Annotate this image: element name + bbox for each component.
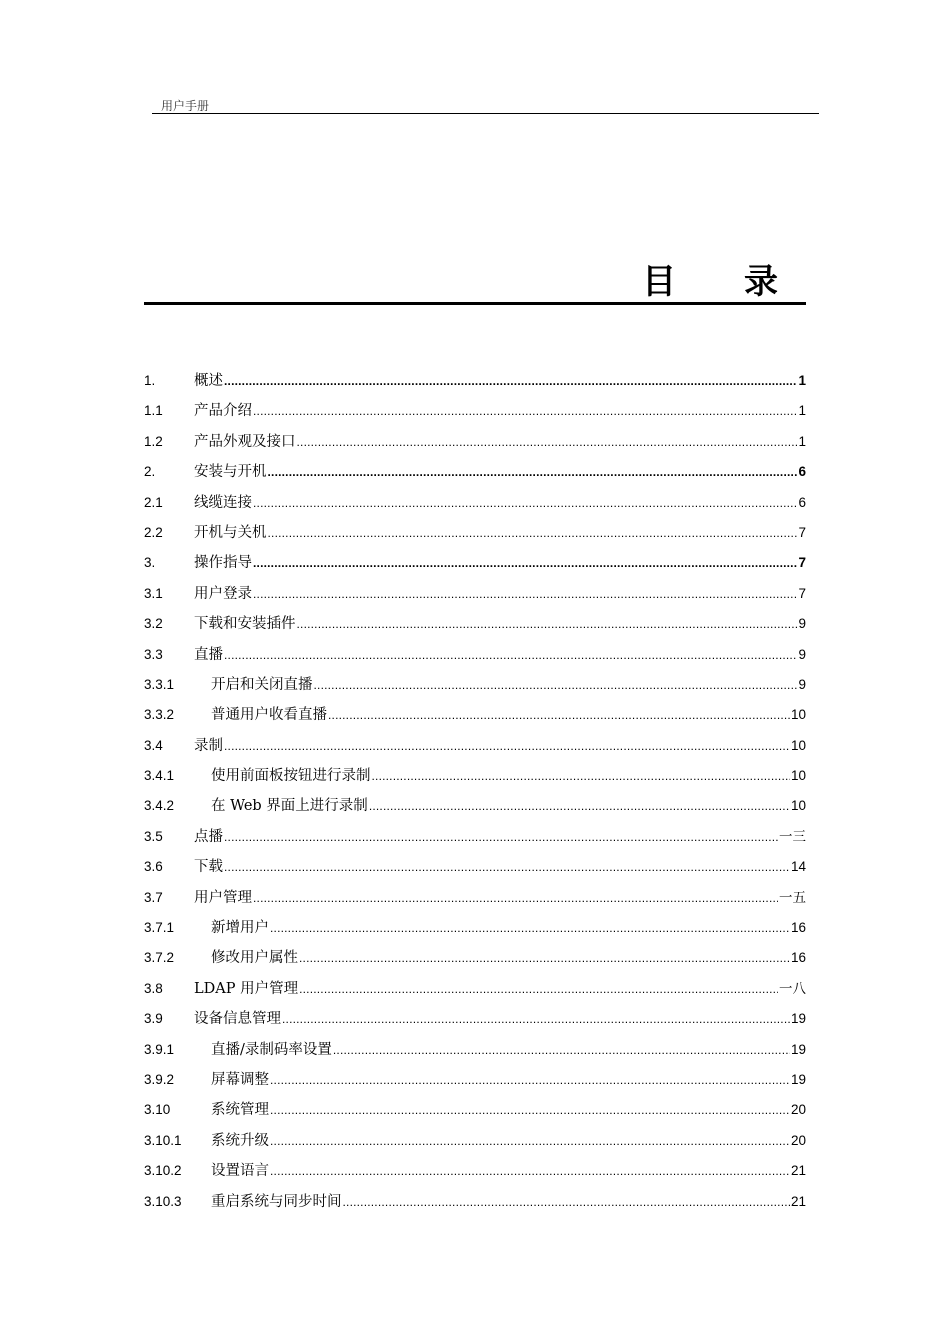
- toc-entry[interactable]: [144, 396, 806, 426]
- toc-entry-number: 3.7.2: [144, 950, 175, 966]
- toc-entry-page: 10: [790, 798, 806, 814]
- toc-entry-page: 10: [790, 737, 806, 753]
- toc-entry-page: 1: [798, 433, 806, 449]
- toc-entry-number: 3.5: [144, 828, 163, 844]
- toc-entry-page: 14: [790, 859, 806, 875]
- toc-entry-number: 3.10.3: [144, 1193, 182, 1209]
- toc-entry-number: 1.1: [144, 403, 163, 419]
- dot-leader: [299, 974, 778, 1004]
- toc-entry-page: 1: [798, 373, 806, 388]
- toc-entry-label: 设置语言: [211, 1163, 269, 1180]
- header-title: 用户手册: [161, 99, 210, 113]
- toc-entry-label: 开启和关闭直播: [211, 676, 313, 693]
- dot-leader: [282, 1004, 790, 1034]
- dot-leader: [253, 548, 797, 578]
- toc-entry-number: 3.10.2: [144, 1163, 182, 1179]
- dot-leader: [270, 1156, 790, 1186]
- toc-entry-number: 3.1: [144, 585, 163, 601]
- toc-entry-number: 3.3.2: [144, 707, 175, 723]
- toc-entry-label: 用户登录: [194, 585, 252, 602]
- dot-leader: [224, 852, 790, 882]
- toc-entry-label: LDAP 用户管理: [194, 980, 299, 997]
- toc-entry-number: 3.9.2: [144, 1071, 175, 1087]
- toc-entry-number: 3.6: [144, 859, 163, 875]
- dot-leader: [372, 761, 790, 791]
- toc-entry[interactable]: [144, 366, 806, 396]
- dot-leader: [314, 670, 798, 700]
- toc-entry-page: 21: [790, 1163, 806, 1179]
- toc-entry-page: 20: [790, 1102, 806, 1118]
- toc-entry[interactable]: [144, 822, 806, 852]
- toc-entry-number: 3.4.1: [144, 768, 175, 784]
- toc-entry-page: 一五: [779, 889, 806, 905]
- toc-entry-label: 使用前面板按钮进行录制: [211, 768, 371, 785]
- toc-entry-number: 2.: [144, 464, 156, 480]
- toc-entry-label: 概述: [194, 373, 223, 389]
- toc-entry-label: 重启系统与同步时间: [211, 1193, 342, 1210]
- toc-entry[interactable]: [144, 852, 806, 882]
- toc-entry-label: 设备信息管理: [194, 1011, 281, 1028]
- dot-leader: [224, 640, 797, 670]
- toc-entry-page: 7: [798, 524, 806, 540]
- toc-entry-number: 3.7.1: [144, 920, 175, 936]
- toc-entry-label: 直播: [194, 646, 223, 663]
- toc-entry[interactable]: [144, 579, 806, 609]
- toc-entry-page: 19: [790, 1071, 806, 1087]
- dot-leader: [224, 822, 778, 852]
- toc-entry[interactable]: [144, 1156, 806, 1186]
- toc-entry-label: 系统升级: [211, 1132, 269, 1149]
- toc-entry[interactable]: [144, 1065, 806, 1095]
- toc-entry-page: 9: [798, 646, 806, 662]
- dot-leader: [270, 913, 790, 943]
- toc-entry-number: 1.: [144, 373, 156, 388]
- toc-entry-page: 一三: [779, 828, 806, 844]
- toc-entry[interactable]: [144, 548, 806, 578]
- toc-entry-label: 新增用户: [211, 920, 269, 937]
- toc-entry[interactable]: [144, 761, 806, 791]
- toc-entry[interactable]: [144, 943, 806, 973]
- toc-entry-page: 9: [798, 676, 806, 692]
- dot-leader: [270, 1095, 790, 1125]
- toc-entry[interactable]: [144, 883, 806, 913]
- toc-entry-number: 3.: [144, 555, 156, 571]
- toc-entry-number: 2.2: [144, 524, 163, 540]
- toc-entry-page: 10: [790, 707, 806, 723]
- toc-entry-number: 3.3: [144, 646, 163, 662]
- toc-entry-label: 安装与开机: [194, 464, 267, 481]
- toc-entry-label: 开机与关机: [194, 524, 267, 541]
- toc-entry-page: 一八: [779, 980, 806, 996]
- toc-title: 目 录: [144, 262, 806, 305]
- toc-entry-number: 3.8: [144, 980, 163, 996]
- toc-entry-page: 19: [790, 1011, 806, 1027]
- dot-leader: [270, 1126, 790, 1156]
- toc-entry[interactable]: [144, 457, 806, 487]
- toc-entry-page: 7: [798, 585, 806, 601]
- toc-entry-label: 线缆连接: [194, 494, 252, 511]
- toc-entry[interactable]: [144, 670, 806, 700]
- toc-entry[interactable]: [144, 731, 806, 761]
- toc-entry-page: 1: [798, 403, 806, 419]
- toc-entry-label: 系统管理: [211, 1102, 269, 1119]
- toc-entry-number: 1.2: [144, 433, 163, 449]
- toc-entry-number: 3.9.1: [144, 1041, 175, 1057]
- dot-leader: [297, 427, 798, 457]
- dot-leader: [253, 883, 778, 913]
- dot-leader: [299, 943, 790, 973]
- toc-entry-number: 3.4.2: [144, 798, 175, 814]
- toc-entry-label: 录制: [194, 737, 223, 754]
- toc-entry-page: 16: [790, 950, 806, 966]
- toc-entry[interactable]: [144, 488, 806, 518]
- toc-entry-number: 3.10.1: [144, 1132, 182, 1148]
- dot-leader: [270, 1065, 790, 1095]
- toc-entry-label: 屏幕调整: [211, 1071, 269, 1088]
- toc-entry-label: 用户管理: [194, 889, 252, 906]
- toc-entry-page: 19: [790, 1041, 806, 1057]
- toc-entry[interactable]: [144, 1126, 806, 1156]
- dot-leader: [224, 731, 790, 761]
- toc-entry-page: 10: [790, 768, 806, 784]
- dot-leader: [224, 366, 797, 396]
- toc-entry-number: 2.1: [144, 494, 163, 510]
- toc-entry-number: 3.2: [144, 616, 163, 632]
- page-header: [152, 96, 819, 114]
- dot-leader: [253, 488, 797, 518]
- toc-entry-number: 3.7: [144, 889, 163, 905]
- toc-entry-number: 3.4: [144, 737, 163, 753]
- toc-entry-label: 产品外观及接口: [194, 433, 296, 450]
- dot-leader: [297, 609, 798, 639]
- dot-leader: [253, 579, 797, 609]
- toc-entry-page: 16: [790, 920, 806, 936]
- toc-entry[interactable]: [144, 791, 806, 821]
- toc-entry-page: 7: [798, 555, 806, 571]
- dot-leader: [328, 700, 790, 730]
- dot-leader: [253, 396, 797, 426]
- toc-entry-page: 6: [798, 494, 806, 510]
- dot-leader: [268, 457, 798, 487]
- toc-entry-page: 20: [790, 1132, 806, 1148]
- dot-leader: [268, 518, 798, 548]
- toc-entry-label: 产品介绍: [194, 403, 252, 420]
- toc-entry[interactable]: [144, 518, 806, 548]
- toc-entry[interactable]: [144, 1035, 806, 1065]
- toc-entry[interactable]: [144, 609, 806, 639]
- toc-entry-number: 3.10: [144, 1102, 171, 1118]
- dot-leader: [333, 1035, 790, 1065]
- toc-entry-label: 点播: [194, 828, 223, 845]
- toc-entry-label: 普通用户收看直播: [211, 707, 327, 724]
- toc-entry[interactable]: [144, 1004, 806, 1034]
- dot-leader: [343, 1187, 790, 1217]
- toc-entry-page: 6: [798, 464, 806, 480]
- toc-entry-page: 21: [790, 1193, 806, 1209]
- toc-entry[interactable]: [144, 1095, 806, 1125]
- toc-entry[interactable]: [144, 700, 806, 730]
- toc-entry[interactable]: [144, 640, 806, 670]
- toc-entry[interactable]: [144, 974, 806, 1004]
- toc-entry-label: 下载和安装插件: [194, 616, 296, 633]
- toc-entry-label: 下载: [194, 859, 223, 876]
- toc-entry[interactable]: [144, 1187, 806, 1217]
- toc-entry-number: 3.3.1: [144, 676, 175, 692]
- toc-entry-label: 操作指导: [194, 555, 252, 572]
- toc-entry-label: 修改用户属性: [211, 950, 298, 967]
- toc-entry-number: 3.9: [144, 1011, 163, 1027]
- toc-entry-label: 直播/录制码率设置: [211, 1041, 332, 1058]
- toc-entry[interactable]: [144, 427, 806, 457]
- toc-entry[interactable]: [144, 913, 806, 943]
- table-of-contents: [144, 366, 806, 1217]
- toc-entry-label: 在 Web 界面上进行录制: [211, 798, 368, 815]
- toc-entry-page: 9: [798, 616, 806, 632]
- dot-leader: [369, 791, 790, 821]
